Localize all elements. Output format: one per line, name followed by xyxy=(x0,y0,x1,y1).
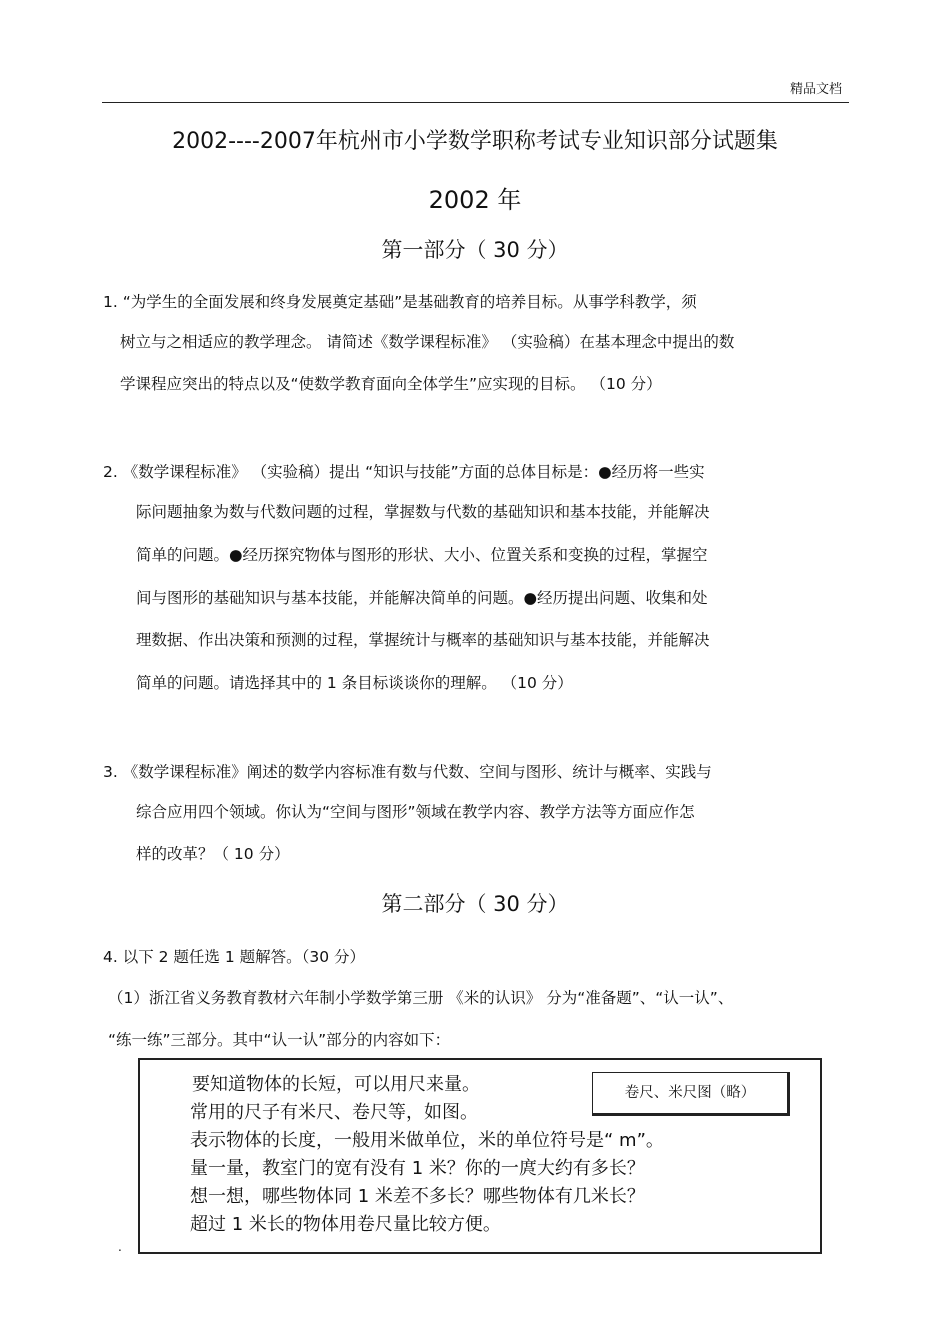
q4-sub1-line: “练一练”三部分。其中“认一认”部分的内容如下： xyxy=(108,1031,451,1049)
q2-line: 间与图形的基础知识与基本技能，并能解决简单的问题。●经历提出问题、收集和处 xyxy=(136,589,708,607)
q2-line: 2. 《数学课程标准》 （实验稿）提出 “知识与技能”方面的总体目标是：●经历将一些实 xyxy=(103,463,705,481)
part1-heading: 第一部分（ 30 分） xyxy=(381,238,569,262)
footer-mark: . xyxy=(118,1240,122,1254)
q2-line: 简单的问题。●经历探究物体与图形的形状、大小、位置关系和变换的过程，掌握空 xyxy=(136,546,708,564)
q3-line: 3. 《数学课程标准》阐述的数学内容标准有数与代数、空间与图形、统计与概率、实践与 xyxy=(103,763,712,781)
q2-line: 简单的问题。请选择其中的 1 条目标谈谈你的理解。 （10 分） xyxy=(136,674,573,692)
q2-line: 际问题抽象为数与代数问题的过程，掌握数与代数的基础知识和基本技能，并能解决 xyxy=(136,503,710,521)
header-rule xyxy=(102,102,849,103)
q1-line: 1. “为学生的全面发展和终身发展奠定基础”是基础教育的培养目标。从事学科教学，须 xyxy=(103,293,697,311)
document-title: 2002----2007年杭州市小学数学职称考试专业知识部分试题集 xyxy=(172,129,778,154)
part2-heading: 第二部分（ 30 分） xyxy=(381,892,569,916)
textbook-line: 要知道物体的长短，可以用尺来量。 xyxy=(192,1074,480,1095)
textbook-line: 量一量，教室门的宽有没有 1 米？你的一庹大约有多长？ xyxy=(190,1158,645,1179)
q1-line: 树立与之相适应的教学理念。 请简述《数学课程标准》 （实验稿）在基本理念中提出的数 xyxy=(120,333,735,351)
year-heading: 2002 年 xyxy=(428,186,522,214)
textbook-line: 表示物体的长度，一般用米做单位，米的单位符号是“ m”。 xyxy=(190,1130,664,1151)
q4-sub1-line: （1）浙江省义务教育教材六年制小学数学第三册 《米的认识》 分为“准备题”、“认一认”、 xyxy=(108,989,734,1007)
textbook-line: 想一想，哪些物体同 1 米差不多长？哪些物体有几米长？ xyxy=(190,1186,645,1207)
textbook-line: 常用的尺子有米尺、卷尺等，如图。 xyxy=(190,1102,478,1123)
q1-line: 学课程应突出的特点以及“使数学教育面向全体学生”应实现的目标。 （10 分） xyxy=(120,375,662,393)
image-placeholder-box: 卷尺、米尺图（略） xyxy=(592,1072,790,1116)
textbook-line: 超过 1 米长的物体用卷尺量比较方便。 xyxy=(190,1214,501,1235)
q3-line: 样的改革？（ 10 分） xyxy=(136,845,290,863)
q4-intro: 4. 以下 2 题任选 1 题解答。（30 分） xyxy=(103,948,366,966)
q2-line: 理数据、作出决策和预测的过程，掌握统计与概率的基础知识与基本技能，并能解决 xyxy=(136,631,710,649)
q3-line: 综合应用四个领域。你认为“空间与图形”领域在教学内容、教学方法等方面应作怎 xyxy=(136,803,695,821)
header-watermark: 精品文档 xyxy=(789,82,842,97)
